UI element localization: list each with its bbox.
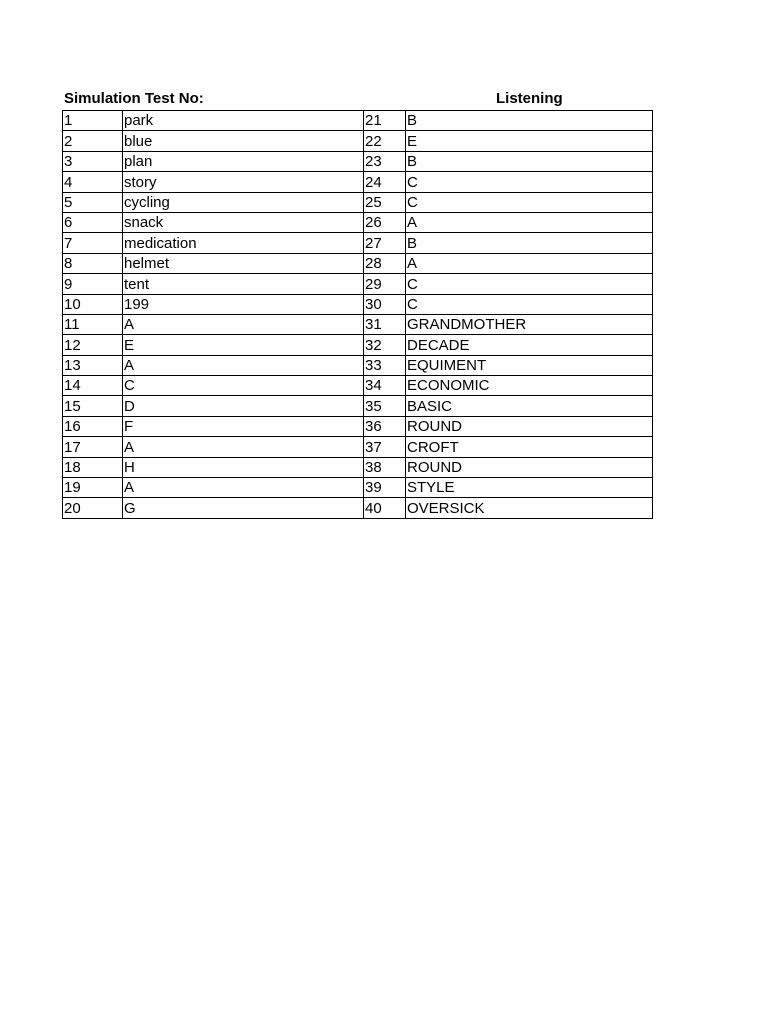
question-number-cell[interactable]: 22	[364, 131, 406, 151]
answer-table	[62, 110, 653, 519]
answer-cell[interactable]: B	[406, 111, 653, 131]
sheet-header	[62, 89, 652, 110]
question-number-cell[interactable]: 11	[63, 314, 123, 334]
question-number-cell[interactable]: 16	[63, 416, 123, 436]
answer-cell[interactable]: E	[123, 335, 364, 355]
question-number-cell[interactable]: 3	[63, 151, 123, 171]
answer-cell[interactable]: CROFT	[406, 437, 653, 457]
answer-cell[interactable]: A	[406, 253, 653, 273]
answer-cell[interactable]: A	[123, 314, 364, 334]
question-number-cell[interactable]: 4	[63, 172, 123, 192]
answer-cell[interactable]: medication	[123, 233, 364, 253]
section-label: Listening	[496, 90, 563, 107]
question-number-cell[interactable]: 34	[364, 376, 406, 396]
answer-cell[interactable]: C	[406, 172, 653, 192]
table-row	[63, 212, 653, 232]
question-number-cell[interactable]: 20	[63, 498, 123, 518]
table-row	[63, 437, 653, 457]
question-number-cell[interactable]: 8	[63, 253, 123, 273]
answer-cell[interactable]: D	[123, 396, 364, 416]
question-number-cell[interactable]: 40	[364, 498, 406, 518]
question-number-cell[interactable]: 9	[63, 274, 123, 294]
question-number-cell[interactable]: 27	[364, 233, 406, 253]
answer-cell[interactable]: B	[406, 151, 653, 171]
question-number-cell[interactable]: 31	[364, 314, 406, 334]
question-number-cell[interactable]: 13	[63, 355, 123, 375]
table-row	[63, 396, 653, 416]
question-number-cell[interactable]: 30	[364, 294, 406, 314]
question-number-cell[interactable]: 5	[63, 192, 123, 212]
answer-cell[interactable]: ROUND	[406, 416, 653, 436]
answer-cell[interactable]: GRANDMOTHER	[406, 314, 653, 334]
answer-cell[interactable]: snack	[123, 212, 364, 232]
table-row	[63, 172, 653, 192]
answer-cell[interactable]: 199	[123, 294, 364, 314]
table-row	[63, 376, 653, 396]
question-number-cell[interactable]: 33	[364, 355, 406, 375]
question-number-cell[interactable]: 26	[364, 212, 406, 232]
table-row	[63, 253, 653, 273]
table-row	[63, 233, 653, 253]
answer-cell[interactable]: OVERSICK	[406, 498, 653, 518]
table-row	[63, 478, 653, 498]
answer-sheet	[62, 89, 652, 519]
question-number-cell[interactable]: 10	[63, 294, 123, 314]
table-row	[63, 457, 653, 477]
table-row	[63, 498, 653, 518]
table-row	[63, 111, 653, 131]
table-row	[63, 335, 653, 355]
answer-cell[interactable]: A	[123, 437, 364, 457]
question-number-cell[interactable]: 2	[63, 131, 123, 151]
table-row	[63, 314, 653, 334]
question-number-cell[interactable]: 37	[364, 437, 406, 457]
question-number-cell[interactable]: 21	[364, 111, 406, 131]
table-row	[63, 294, 653, 314]
answer-cell[interactable]: DECADE	[406, 335, 653, 355]
answer-cell[interactable]: ROUND	[406, 457, 653, 477]
answer-cell[interactable]: ECONOMIC	[406, 376, 653, 396]
answer-cell[interactable]: story	[123, 172, 364, 192]
answer-cell[interactable]: BASIC	[406, 396, 653, 416]
question-number-cell[interactable]: 29	[364, 274, 406, 294]
question-number-cell[interactable]: 12	[63, 335, 123, 355]
question-number-cell[interactable]: 18	[63, 457, 123, 477]
answer-cell[interactable]: park	[123, 111, 364, 131]
answer-table-body	[63, 111, 653, 519]
question-number-cell[interactable]: 23	[364, 151, 406, 171]
answer-cell[interactable]: EQUIMENT	[406, 355, 653, 375]
question-number-cell[interactable]: 7	[63, 233, 123, 253]
answer-cell[interactable]: C	[406, 294, 653, 314]
answer-cell[interactable]: STYLE	[406, 478, 653, 498]
question-number-cell[interactable]: 1	[63, 111, 123, 131]
answer-cell[interactable]: A	[406, 212, 653, 232]
question-number-cell[interactable]: 25	[364, 192, 406, 212]
question-number-cell[interactable]: 32	[364, 335, 406, 355]
question-number-cell[interactable]: 38	[364, 457, 406, 477]
question-number-cell[interactable]: 17	[63, 437, 123, 457]
answer-cell[interactable]: H	[123, 457, 364, 477]
table-row	[63, 355, 653, 375]
question-number-cell[interactable]: 36	[364, 416, 406, 436]
answer-cell[interactable]: A	[123, 478, 364, 498]
answer-cell[interactable]: plan	[123, 151, 364, 171]
question-number-cell[interactable]: 14	[63, 376, 123, 396]
table-row	[63, 274, 653, 294]
answer-cell[interactable]: B	[406, 233, 653, 253]
question-number-cell[interactable]: 35	[364, 396, 406, 416]
answer-cell[interactable]: cycling	[123, 192, 364, 212]
answer-cell[interactable]: G	[123, 498, 364, 518]
answer-cell[interactable]: C	[406, 192, 653, 212]
test-title: Simulation Test No:	[64, 90, 204, 107]
answer-cell[interactable]: C	[406, 274, 653, 294]
table-row	[63, 151, 653, 171]
answer-cell[interactable]: C	[123, 376, 364, 396]
question-number-cell[interactable]: 19	[63, 478, 123, 498]
question-number-cell[interactable]: 28	[364, 253, 406, 273]
table-row	[63, 416, 653, 436]
question-number-cell[interactable]: 24	[364, 172, 406, 192]
answer-cell[interactable]: F	[123, 416, 364, 436]
question-number-cell[interactable]: 15	[63, 396, 123, 416]
answer-cell[interactable]: blue	[123, 131, 364, 151]
question-number-cell[interactable]: 39	[364, 478, 406, 498]
answer-cell[interactable]: A	[123, 355, 364, 375]
answer-cell[interactable]: tent	[123, 274, 364, 294]
answer-cell[interactable]: helmet	[123, 253, 364, 273]
table-row	[63, 131, 653, 151]
answer-cell[interactable]: E	[406, 131, 653, 151]
question-number-cell[interactable]: 6	[63, 212, 123, 232]
table-row	[63, 192, 653, 212]
